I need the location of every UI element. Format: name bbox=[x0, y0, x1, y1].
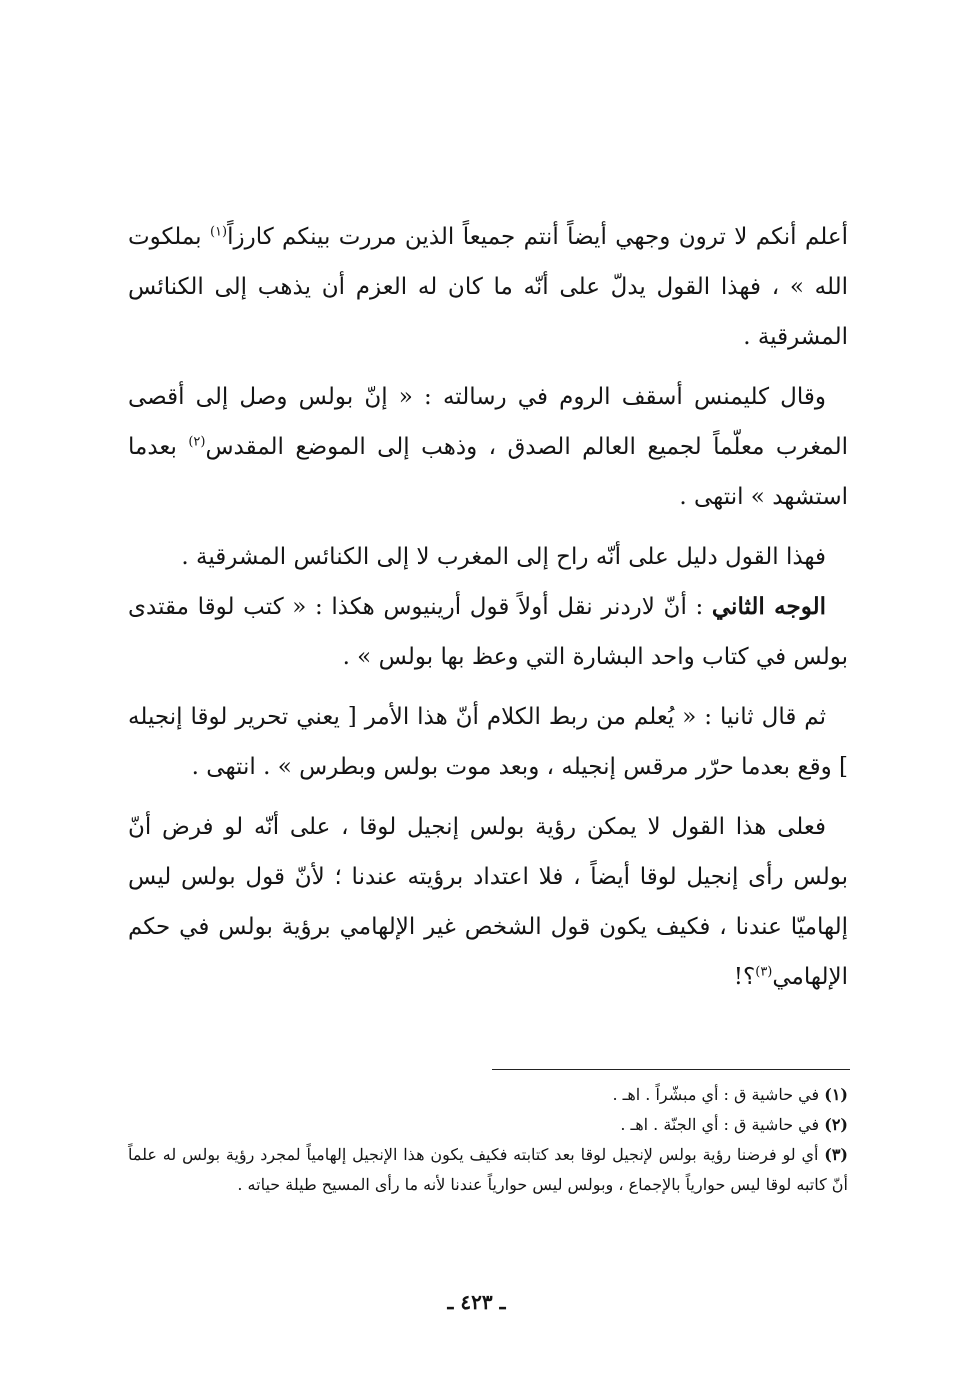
footnote-1-text: في حاشية ق : أي مبشّراً . اهـ . bbox=[612, 1085, 825, 1104]
section-label: الوجه الثاني bbox=[711, 593, 826, 620]
footnotes bbox=[128, 1080, 848, 1200]
footnote-ref-3: (٣) bbox=[755, 964, 773, 980]
paragraph-4-text: : أنّ لاردنر نقل أولاً قول أرينيوس هكذا : « كتب لوقا مقتدى بولس في كتاب واحد البشارة التي وعظ بها بولس » . bbox=[128, 594, 848, 670]
main-text bbox=[128, 212, 848, 1002]
footnote-divider bbox=[492, 1069, 850, 1070]
paragraph-5: ثم قال ثانيا : « يُعلم من ربط الكلام أنّ هذا الأمر [ يعني تحرير لوقا إنجيله ] وقع بعدما حرّر مرقس إنجيله ، وبعد موت بولس وبطرس » . انتهى . bbox=[128, 704, 848, 780]
paragraph-4 bbox=[128, 582, 848, 682]
paragraph-1-continuation: بملكوت الله » ، فهذا القول يدلّ على أنّه ما كان له العزم أن يذهب إلى الكنائس المشرقية . bbox=[128, 224, 848, 350]
footnote-ref-1: (١) bbox=[209, 224, 228, 240]
paragraph-2-continuation: بعدما استشهد » انتهى . bbox=[128, 434, 848, 510]
paragraph-2-text: وقال كليمنس أسقف الروم في رسالته : « إنّ بولس وصل إلى أقصى المغرب معلّماً لجميع العالم الصدق ، وذهب إلى الموضع المقدس bbox=[128, 384, 848, 460]
footnote-3-text: أي لو فرضنا رؤية بولس لإنجيل لوقا بعد كتابته فكيف يكون هذا الإنجيل إلهامياً لمجرد رؤية بولس له علماً أنّ كاتبه لوقا ليس حوارياً بالإجماع ، وبولس ليس حوارياً عندنا لأنه ما رأى المسيح طيلة حياته . bbox=[128, 1145, 848, 1194]
paragraph-6-continuation: ؟! bbox=[733, 964, 756, 990]
footnote-3 bbox=[128, 1140, 848, 1200]
footnote-1-number: (١) bbox=[824, 1085, 848, 1104]
page-number: ـ ٤٢٣ ـ bbox=[447, 1290, 506, 1314]
paragraph-3: فهذا القول دليل على أنّه راح إلى المغرب لا إلى الكنائس المشرقية . bbox=[181, 544, 826, 570]
paragraph-6 bbox=[128, 802, 848, 1002]
paragraph-6-text: فعلى هذا القول لا يمكن رؤية بولس إنجيل لوقا ، على أنّه لو فرض أنّ بولس رأى إنجيل لوقا أيضاً ، فلا اعتداد برؤيته عندنا ؛ لأنّ قول بولس ليس إلهاميّا عندنا ، فكيف يكون قول الشخص غير الإلهامي برؤية بولس في حكم الإلهامي bbox=[128, 814, 848, 990]
footnote-ref-2: (٢) bbox=[188, 434, 206, 450]
footnote-1 bbox=[128, 1080, 848, 1110]
footnote-2 bbox=[128, 1110, 848, 1140]
footnote-3-number: (٣) bbox=[824, 1145, 848, 1164]
paragraph-2 bbox=[128, 372, 848, 522]
paragraph-1 bbox=[128, 212, 848, 362]
footnote-2-text: في حاشية ق : أي الجنّة . اهـ . bbox=[620, 1115, 825, 1134]
paragraph-1-text: أعلم أنكم لا ترون وجهي أيضاً أنتم جميعاً الذين مررت بينكم كارزاً bbox=[227, 224, 849, 250]
footnote-2-number: (٢) bbox=[824, 1115, 848, 1134]
